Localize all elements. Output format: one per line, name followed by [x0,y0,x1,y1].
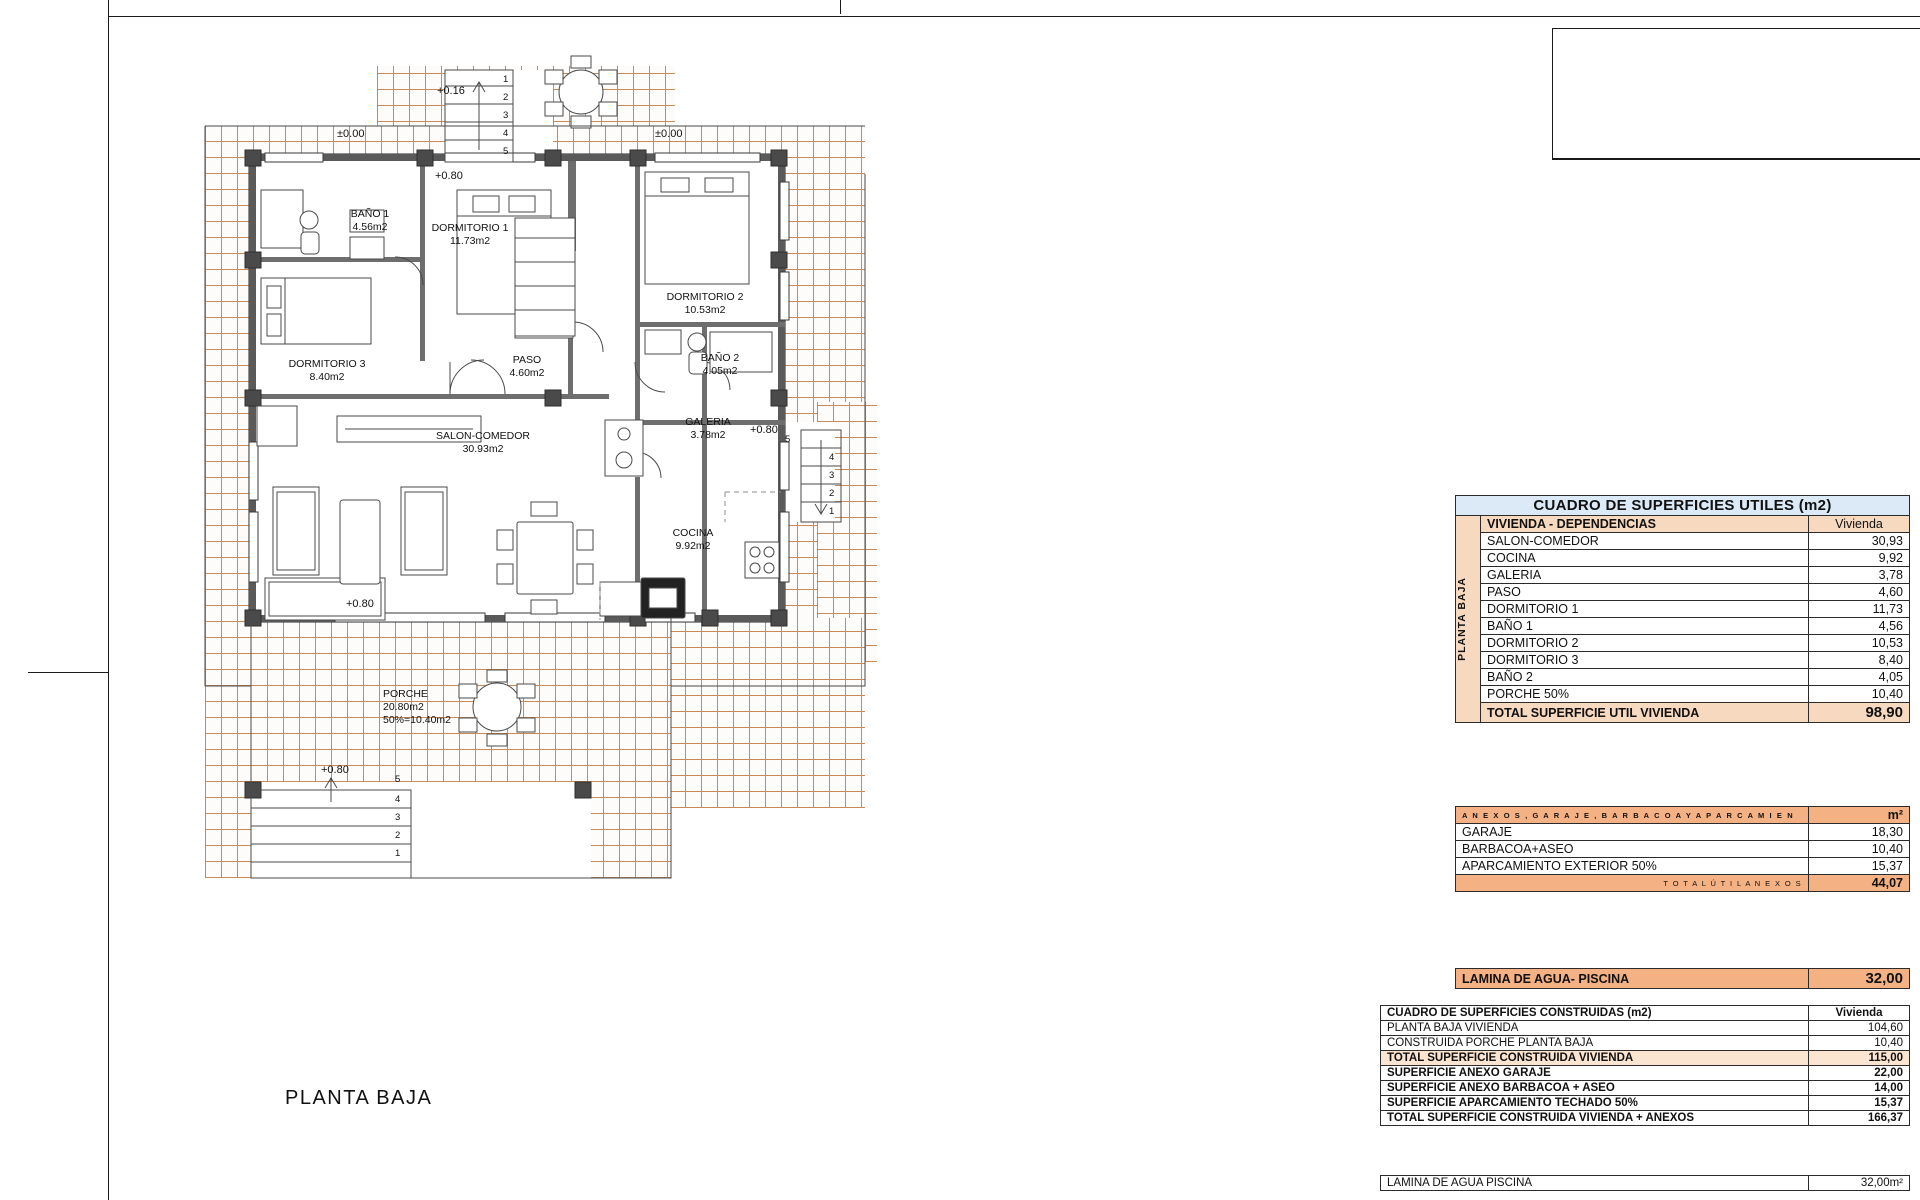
stair-step-number: 4 [503,128,509,139]
level-marker-0-16: +0.16 [437,85,465,97]
table-row: DORMITORIO 1 11,73 [1456,601,1910,618]
room-label-bano-2: BAÑO 2 4.05m2 [700,352,740,378]
table-row: SALON-COMEDOR 30,93 [1456,533,1910,550]
stair-step-number: 3 [395,812,401,823]
table-row-total: T O T A L Ú T I L A N E X O S 44,07 [1456,875,1910,892]
table-row: COCINA 9,92 [1456,550,1910,567]
stair-step-number: 2 [395,830,401,841]
table-row: LAMINA DE AGUA PISCINA 32,00m² [1381,1176,1910,1191]
page-title: PLANTA BAJA [285,1087,433,1109]
level-marker-080-entry: +0.80 [435,170,463,182]
stair-step-number: 3 [829,470,835,481]
table-row: GALERIA 3,78 [1456,567,1910,584]
center-tick-mark [840,0,841,14]
level-marker-000-west: ±0.00 [337,128,365,140]
table-row-total: TOTAL SUPERFICIE UTIL VIVIENDA 98,90 [1456,703,1910,723]
level-marker-080-salon: +0.80 [346,598,374,610]
stair-step-number: 5 [503,146,509,157]
table-utiles-side-label: PLANTA BAJA [1456,516,1481,723]
sheet-border-top [108,16,1920,17]
stair-step-number: 4 [395,794,401,805]
table-row: DORMITORIO 3 8,40 [1456,652,1910,669]
stair-step-number: 4 [829,452,835,463]
table-row-header: A N E X O S , G A R A J E , B A R B A C O A Y A P A R C A M I E N m² [1456,807,1910,824]
table-row: BAÑO 2 4,05 [1456,669,1910,686]
room-label-cocina: COCINA 9.92m2 [672,527,714,553]
stair-step-number: 2 [829,488,835,499]
room-label-bano-1: BAÑO 1 4.56m2 [350,208,390,234]
level-marker-080-galeria: +0.80 [750,424,778,436]
table-row: SUPERFICIE APARCAMIENTO TECHADO 50% 15,37 [1381,1096,1910,1111]
table-row: BARBACOA+ASEO 10,40 [1456,841,1910,858]
stair-step-number: 2 [503,92,509,103]
room-label-dormitorio-2: DORMITORIO 2 10.53m2 [666,291,744,317]
table-superficies-construidas [1380,1005,1910,1126]
sheet-border-left [108,0,109,1200]
table-row: TOTAL SUPERFICIE CONSTRUIDA VIVIENDA + ANEXOS 166,37 [1381,1111,1910,1126]
stair-step-number: 1 [395,848,401,859]
table-row: GARAJE 18,30 [1456,824,1910,841]
table-row: SUPERFICIE ANEXO BARBACOA + ASEO 14,00 [1381,1081,1910,1096]
room-label-salon-comedor: SALON-COMEDOR 30.93m2 [436,430,530,456]
room-label-paso: PASO 4.60m2 [509,354,545,380]
table-row: PORCHE 50% 10,40 [1456,686,1910,703]
table-row: LAMINA DE AGUA- PISCINA 32,00 [1456,969,1910,989]
title-block-underline [1552,158,1920,159]
table-lamina-agua-piscina-construida [1380,1175,1910,1191]
table-row: CONSTRUIDA PORCHE PLANTA BAJA 10,40 [1381,1036,1910,1051]
stair-step-number: 1 [829,506,835,517]
table-lamina-agua-piscina [1455,968,1910,989]
table-row: BAÑO 1 4,56 [1456,618,1910,635]
stair-step-number: 5 [395,774,401,785]
table-row: DORMITORIO 2 10,53 [1456,635,1910,652]
table-superficies-utiles [1455,495,1910,723]
table-utiles-col-value: Vivienda [1809,516,1910,533]
table-row: PLANTA BAJA VIVIENDA 104,60 [1381,1021,1910,1036]
table-row: APARCAMIENTO EXTERIOR 50% 15,37 [1456,858,1910,875]
left-tick-mark [28,672,108,673]
room-label-porche: PORCHE 20.80m2 50%=10.40m2 [383,688,452,727]
stair-step-number: 3 [503,110,509,121]
level-marker-080-porche: +0.80 [321,764,349,776]
table-row-header: CUADRO DE SUPERFICIES CONSTRUIDAS (m2) Vivienda [1381,1006,1910,1021]
title-block-box [1552,28,1920,160]
table-row: SUPERFICIE ANEXO GARAJE 22,00 [1381,1066,1910,1081]
plan-linework [205,22,1235,1112]
table-utiles-title: CUADRO DE SUPERFICIES UTILES (m2) [1456,496,1910,516]
room-label-dormitorio-1: DORMITORIO 1 11.73m2 [431,222,509,248]
table-row: PASO 4,60 [1456,584,1910,601]
stair-step-number: 5 [785,434,791,445]
level-marker-000-east: ±0.00 [655,128,683,140]
room-label-galeria: GALERIA 3.78m2 [685,416,731,442]
stair-step-number: 1 [503,74,509,85]
table-anexos [1455,806,1910,892]
table-row: TOTAL SUPERFICIE CONSTRUIDA VIVIENDA 115,00 [1381,1051,1910,1066]
table-utiles-col-section: VIVIENDA - DEPENDENCIAS [1481,516,1809,533]
floor-plan [205,22,1235,1112]
room-label-dormitorio-3: DORMITORIO 3 8.40m2 [288,358,366,384]
